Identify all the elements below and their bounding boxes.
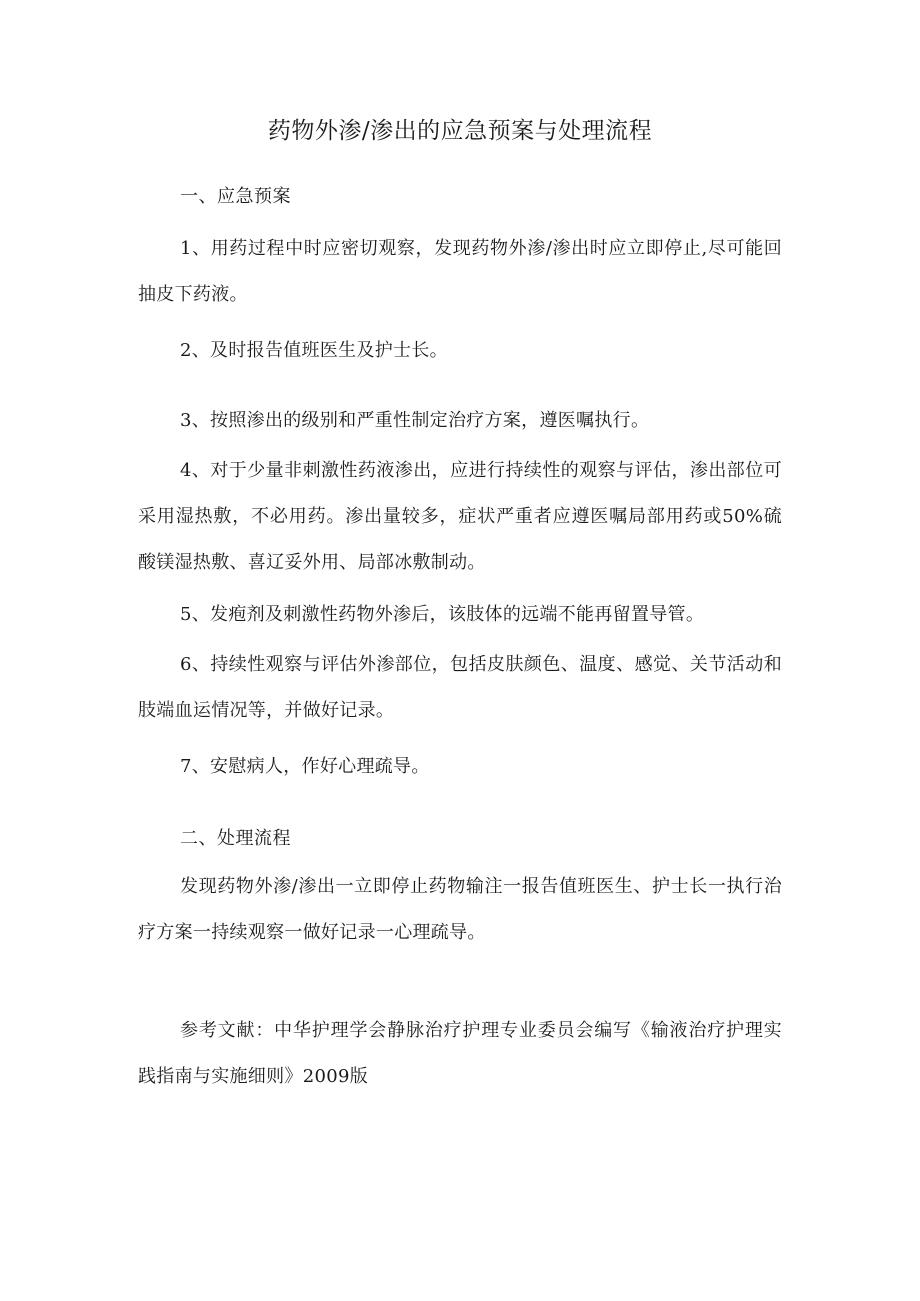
plan-item-7: 7、安慰病人，作好心理疏导。 — [180, 756, 430, 777]
plan-item-4: 4、对于少量非刺激性药液渗出，应进行持续性的观察与评估，渗出部位可采用湿热敷，不必用药。渗出量较多，症状严重者应遵医嘱局部用药或50%硫酸镁湿热敷、喜辽妥外用、局部冰敷制动。 — [138, 460, 782, 573]
plan-item-2: 2、及时报告值班医生及护士长。 — [180, 340, 448, 361]
plan-item-5: 5、发疱剂及刺激性药物外渗后，该肢体的远端不能再留置导管。 — [180, 604, 705, 625]
process-flow-text: 发现药物外渗/渗出一立即停止药物输注一报告值班医生、护士长一执行治疗方案一持续观察一做好记录一心理疏导。 — [138, 876, 782, 943]
plan-item-6: 6、持续性观察与评估外渗部位，包括皮肤颜色、温度、感觉、关节活动和肢端血运情况等，并做好记录。 — [138, 654, 782, 721]
plan-item-3: 3、按照渗出的级别和严重性制定治疗方案，遵医嘱执行。 — [180, 410, 650, 431]
document-title: 药物外渗/渗出的应急预案与处理流程 — [267, 118, 653, 144]
section-heading-emergency-plan: 一、应急预案 — [180, 186, 291, 207]
plan-item-1: 1、用药过程中时应密切观察，发现药物外渗/渗出时应立即停止,尽可能回抽皮下药液。 — [138, 238, 782, 305]
reference-text: 参考文献：中华护理学会静脉治疗护理专业委员会编写《输液治疗护理实践指南与实施细则》2009版 — [138, 1020, 782, 1087]
section-heading-process: 二、处理流程 — [180, 828, 291, 849]
